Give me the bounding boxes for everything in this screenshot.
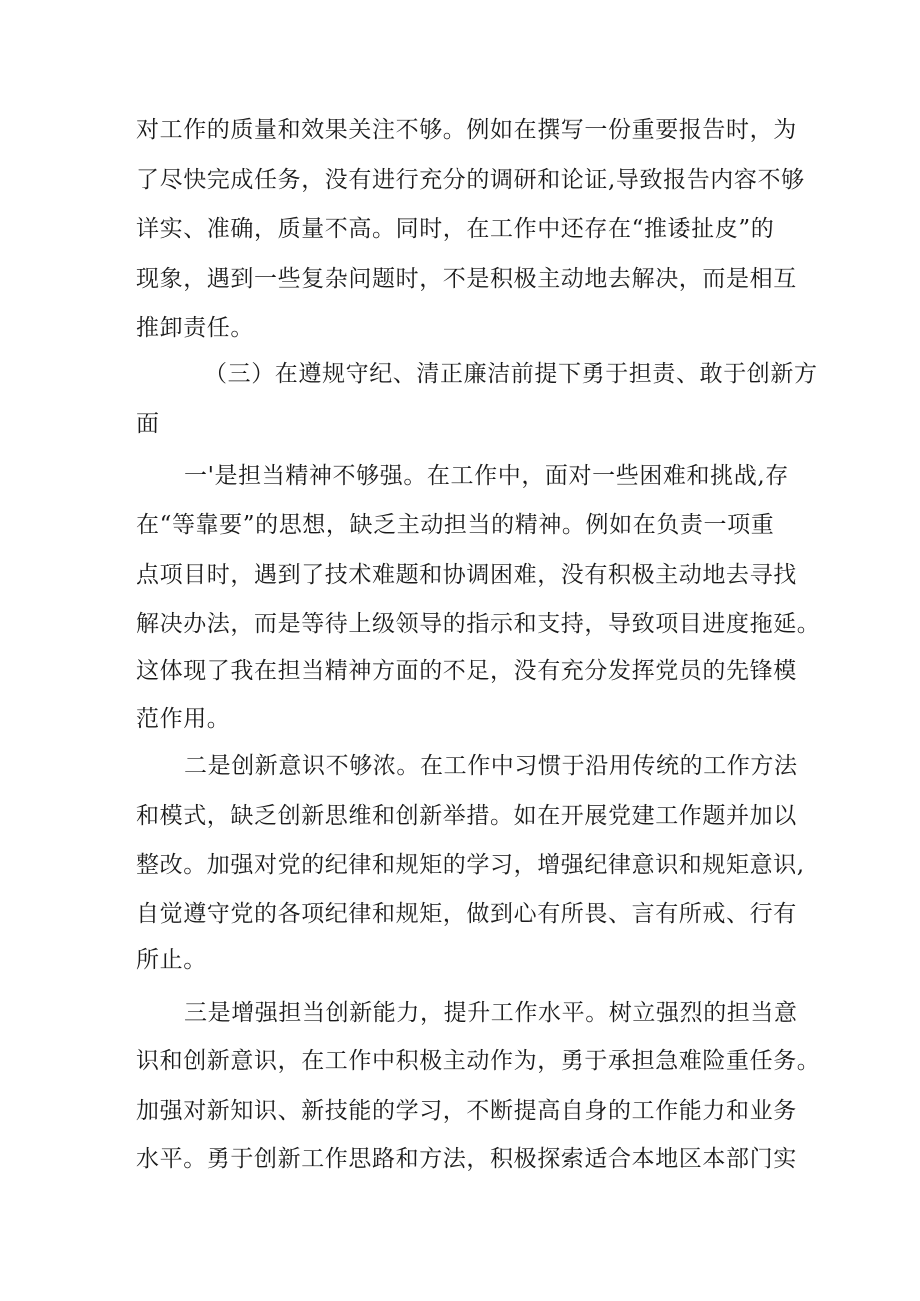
text-line: 整改。加强对党的纪律和规矩的学习，增强纪律意识和规矩意识, <box>136 852 805 878</box>
text-line: 这体现了我在担当精神方面的不足，没有充分发挥党员的先锋模 <box>136 658 797 684</box>
text-line: 和模式，缺乏创新思维和创新举措。如在开展党建工作题并加以 <box>136 803 797 829</box>
text-line: 三是增强担当创新能力，提升工作水平。树立强烈的担当意 <box>184 1000 798 1026</box>
text-line: 现象，遇到一些复杂问题时，不是积极主动地去解决，而是相互 <box>136 266 797 292</box>
text-line: 水平。勇于创新工作思路和方法，积极探索适合本地区本部门实 <box>136 1146 797 1172</box>
text-line: 了尽快完成任务，没有进行充分的调研和论证,导致报告内容不够 <box>136 167 805 193</box>
text-line: 详实、准确，质量不高。同时，在工作中还存在“推诿扯皮”的 <box>136 216 775 242</box>
text-line: 识和创新意识，在工作中积极主动作为，勇于承担急难险重任务。 <box>136 1048 821 1074</box>
text-line: 加强对新知识、新技能的学习，不断提高自身的工作能力和业务 <box>136 1098 797 1124</box>
text-line: 对工作的质量和效果关注不够。例如在撰写一份重要报告时，为 <box>136 117 797 143</box>
text-line: 推卸责任。 <box>136 315 254 341</box>
text-line: 一'是担当精神不够强。在工作中，面对一些困难和挑战,存 <box>184 463 789 489</box>
heading-line: 面 <box>136 411 160 437</box>
text-line: 二是创新意识不够浓。在工作中习惯于沿用传统的工作方法 <box>184 753 798 779</box>
text-line: 所止。 <box>136 947 207 973</box>
heading-line: （三）在遵规守纪、清正廉洁前提下勇于担责、敢于创新方 <box>204 361 818 387</box>
text-line: 解决办法，而是等待上级领导的指示和支持，导致项目进度拖延。 <box>136 611 821 637</box>
text-line: 点项目时，遇到了技术难题和协调困难，没有积极主动地去寻找 <box>136 562 797 588</box>
text-line: 范作用。 <box>136 706 231 732</box>
text-line: 自觉遵守党的各项纪律和规矩，做到心有所畏、言有所戒、行有 <box>136 901 797 927</box>
text-line: 在“等靠要”的思想，缺乏主动担当的精神。例如在负责一项重 <box>136 512 775 538</box>
